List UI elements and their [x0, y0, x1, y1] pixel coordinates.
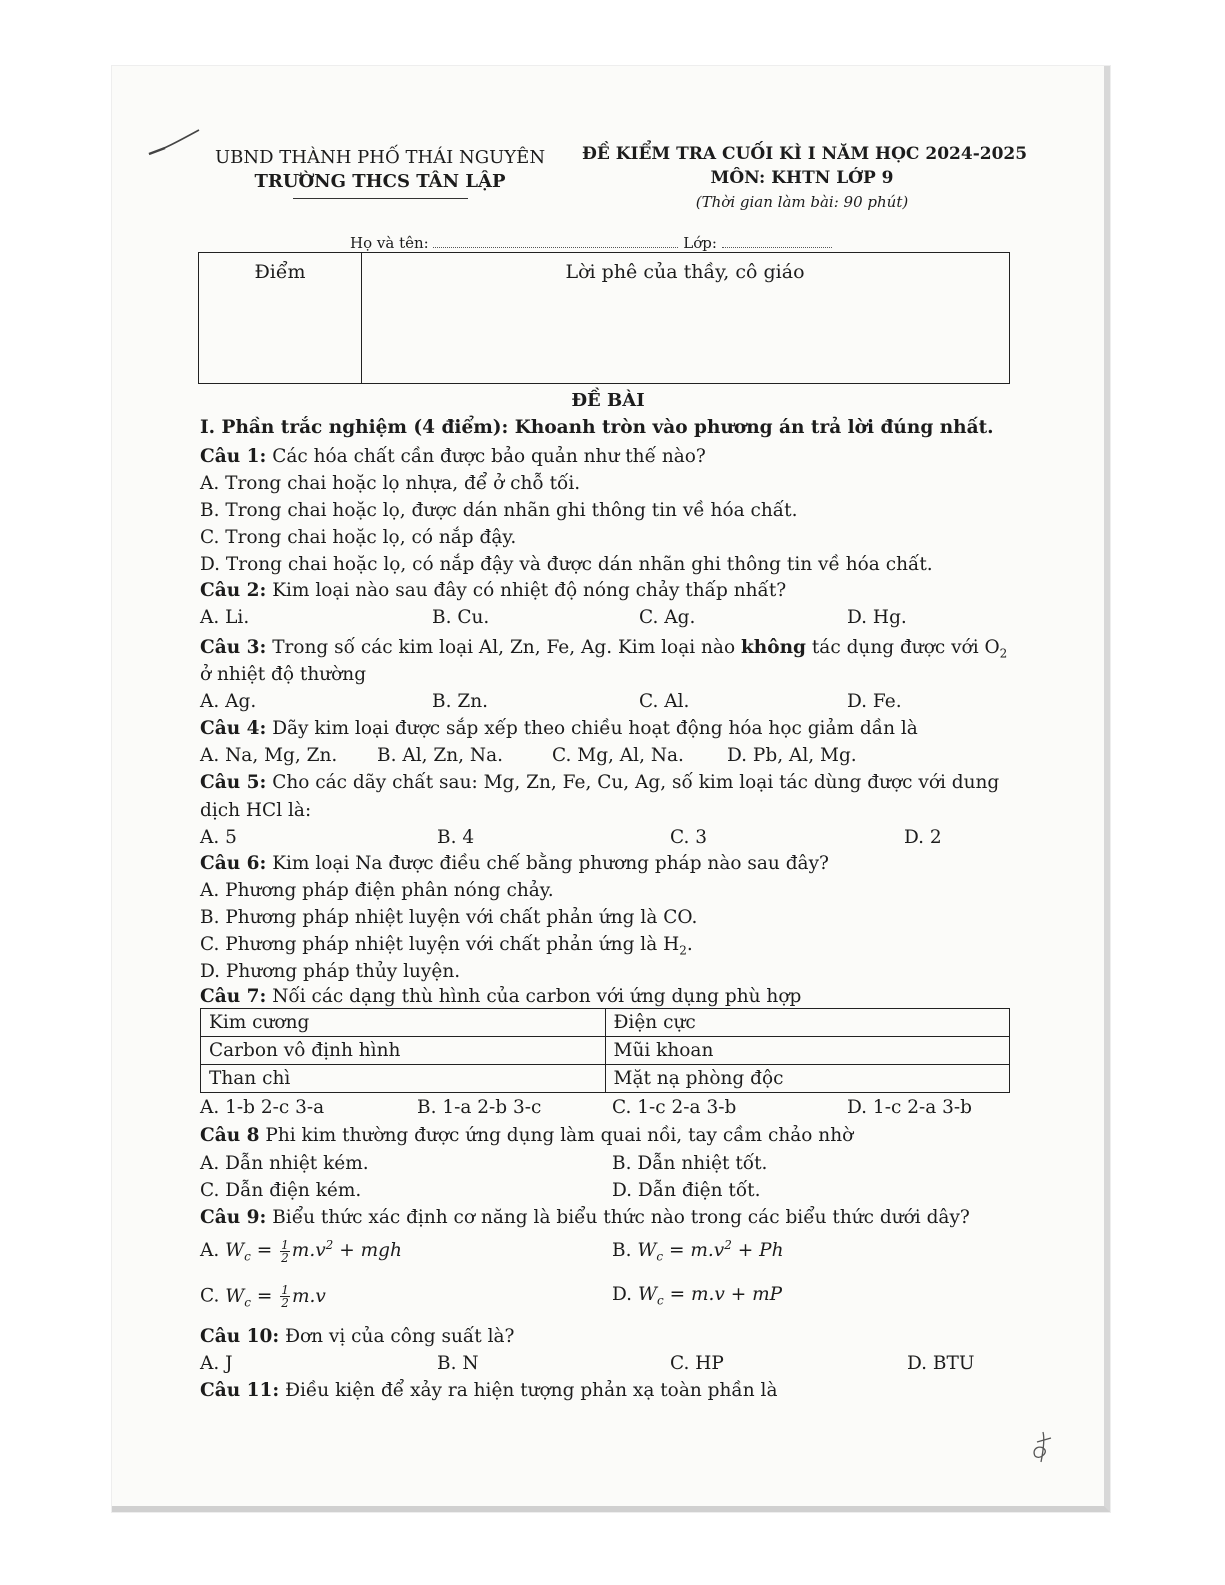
q8-option-a[interactable]: A. Dẫn nhiệt kém.: [200, 1153, 369, 1174]
q5-stem: [200, 772, 999, 793]
exam-subject: MÔN: KHTN LỚP 9: [710, 168, 894, 188]
section1-heading: I. Phần trắc nghiệm (4 điểm): Khoanh tròn vào phương án trả lời đúng nhất.: [200, 417, 994, 438]
q5-option-d[interactable]: D. 2: [904, 827, 942, 848]
q3-option-a[interactable]: A. Ag.: [200, 691, 257, 712]
table-cell: Mặt nạ phòng độc: [605, 1065, 1010, 1093]
class-blank[interactable]: [722, 246, 832, 248]
q4-text: Dãy kim loại được sắp xếp theo chiều hoạt động hóa học giảm dần là: [266, 718, 918, 739]
q3-stem: [200, 637, 1007, 661]
q9-option-b-prefix: B.: [612, 1240, 632, 1262]
q4-option-b[interactable]: B. Al, Zn, Na.: [377, 745, 504, 766]
exam-header: [582, 142, 1028, 214]
q6-label: Câu 6:: [200, 853, 267, 874]
q3-label: Câu 3:: [200, 637, 267, 658]
q8-option-c[interactable]: C. Dẫn điện kém.: [200, 1180, 362, 1201]
q1-option-d[interactable]: D. Trong chai hoặc lọ, có nắp đậy và được dán nhãn ghi thông tin về hóa chất.: [200, 554, 933, 575]
student-info-line: [350, 234, 832, 252]
q11-stem: [200, 1380, 777, 1401]
q5-option-c[interactable]: C. 3: [670, 827, 708, 848]
q8-option-b[interactable]: B. Dẫn nhiệt tốt.: [612, 1153, 768, 1174]
q2-option-d[interactable]: D. Hg.: [847, 607, 907, 628]
score-box: [198, 252, 1010, 384]
fraction-one-half: $\frac{1}{2}$: [281, 1283, 289, 1310]
q10-text: Đơn vị của công suất là?: [279, 1326, 515, 1347]
name-blank[interactable]: [433, 246, 678, 248]
q9-option-d-formula: $W_c = m.v$ + mP: [637, 1284, 783, 1308]
q9-option-a-prefix: A.: [200, 1240, 220, 1262]
header-underline: [293, 198, 468, 199]
q6-option-d[interactable]: D. Phương pháp thủy luyện.: [200, 961, 461, 982]
q1-stem: [200, 446, 706, 467]
q6-option-b[interactable]: B. Phương pháp nhiệt luyện với chất phản ứng là CO.: [200, 907, 698, 928]
q3-text-bold: không: [740, 637, 806, 658]
q4-stem: [200, 718, 918, 739]
q5-stem-line2: dịch HCl là:: [200, 800, 312, 821]
table-cell: Điện cực: [605, 1009, 1010, 1037]
score-label: Điểm: [254, 261, 306, 283]
q4-option-d[interactable]: D. Pb, Al, Mg.: [727, 745, 857, 766]
q9-option-c[interactable]: [200, 1284, 326, 1309]
q8-text: Phi kim thường được ứng dụng làm quai nồi, tay cầm chảo nhờ: [259, 1125, 854, 1146]
table-cell: Kim cương: [201, 1009, 606, 1037]
q2-stem: [200, 580, 786, 601]
q2-label: Câu 2:: [200, 580, 267, 601]
q6-stem: [200, 853, 829, 874]
table-cell: Mũi khoan: [605, 1037, 1010, 1065]
q1-text: Các hóa chất cần được bảo quản như thế nào?: [266, 446, 706, 467]
q9-text: Biểu thức xác định cơ năng là biểu thức nào trong các biểu thức dưới dây?: [266, 1207, 970, 1228]
q7-option-d[interactable]: D. 1-c 2-a 3-b: [847, 1097, 972, 1118]
table-cell: Than chì: [201, 1065, 606, 1093]
q7-stem: [200, 986, 801, 1007]
q2-option-a[interactable]: A. Li.: [200, 607, 250, 628]
q6-option-c[interactable]: [200, 934, 693, 958]
school-name: TRƯỜNG THCS TÂN LẬP: [254, 171, 506, 192]
table-row: [201, 1065, 1010, 1093]
q5-label: Câu 5:: [200, 772, 267, 793]
q7-text: Nối các dạng thù hình của carbon với ứng dụng phù hợp: [266, 986, 802, 1007]
q4-option-a[interactable]: A. Na, Mg, Zn.: [200, 745, 338, 766]
q3-option-d[interactable]: D. Fe.: [847, 691, 902, 712]
q9-option-c-prefix: C.: [200, 1285, 220, 1307]
q3-subscript: 2: [999, 646, 1008, 661]
class-label: Lớp:: [683, 234, 717, 252]
fraction-one-half: $\frac{1}{2}$: [281, 1237, 289, 1265]
q6-option-a[interactable]: A. Phương pháp điện phân nóng chảy.: [200, 880, 554, 901]
q10-option-a[interactable]: A. J: [200, 1353, 233, 1374]
q7-option-b[interactable]: B. 1-a 2-b 3-c: [417, 1097, 542, 1118]
city-committee: UBND THÀNH PHỐ THÁI NGUYÊN: [215, 147, 546, 168]
q1-option-c[interactable]: C. Trong chai hoặc lọ, có nắp đậy.: [200, 527, 517, 548]
q8-stem: [200, 1125, 853, 1146]
q6-text: Kim loại Na được điều chế bằng phương pháp nào sau đây?: [266, 853, 829, 874]
q11-text: Điều kiện để xảy ra hiện tượng phản xạ toàn phần là: [279, 1380, 778, 1401]
q10-option-c[interactable]: C. HP: [670, 1353, 724, 1374]
q9-option-a[interactable]: [200, 1238, 402, 1264]
q4-label: Câu 4:: [200, 718, 267, 739]
q1-option-b[interactable]: B. Trong chai hoặc lọ, được dán nhãn ghi thông tin về hóa chất.: [200, 500, 798, 521]
q6-option-c-subscript: 2: [679, 943, 687, 958]
q7-option-a[interactable]: A. 1-b 2-c 3-a: [200, 1097, 325, 1118]
q9-option-c-formula: $W_c$ = $\frac{1}{2}$ m.v: [225, 1283, 326, 1310]
q9-option-d-prefix: D.: [612, 1284, 633, 1305]
q10-option-b[interactable]: B. N: [437, 1353, 479, 1374]
exam-page: [112, 66, 1110, 1512]
q9-stem: [200, 1207, 970, 1228]
exam-duration: (Thời gian làm bài: 90 phút): [695, 193, 909, 211]
q3-text-pre: Trong số các kim loại Al, Zn, Fe, Ag. Kim loại nào: [266, 637, 741, 658]
q2-option-b[interactable]: B. Cu.: [432, 607, 490, 628]
table-row: [201, 1009, 1010, 1037]
q11-label: Câu 11:: [200, 1380, 280, 1401]
exam-body-title: ĐỀ BÀI: [571, 390, 645, 411]
handwritten-initial-mark: [1027, 1426, 1057, 1466]
q8-option-d[interactable]: D. Dẫn điện tốt.: [612, 1180, 761, 1201]
q2-text: Kim loại nào sau đây có nhiệt độ nóng chảy thấp nhất?: [266, 580, 787, 601]
q7-matching-table: [200, 1008, 1010, 1093]
table-row: [201, 1037, 1010, 1065]
q3-text-post: tác dụng được với O: [805, 637, 1000, 658]
q6-option-c-text: C. Phương pháp nhiệt luyện với chất phản ứng là H: [200, 934, 680, 955]
q2-option-c[interactable]: C. Ag.: [639, 607, 696, 628]
school-header: [215, 146, 545, 199]
q9-option-b-formula: $W_c = m.v^2 + Ph$: [637, 1238, 784, 1264]
q3-option-c[interactable]: C. Al.: [639, 691, 690, 712]
q1-option-a[interactable]: A. Trong chai hoặc lọ nhựa, để ở chỗ tối.: [200, 473, 581, 494]
q5-text: Cho các dãy chất sau: Mg, Zn, Fe, Cu, Ag, số kim loại tác dùng được với dung: [266, 772, 1000, 793]
q3-stem-line2: ở nhiệt độ thường: [200, 664, 367, 685]
comment-label: Lời phê của thầy, cô giáo: [565, 261, 805, 283]
q5-option-b[interactable]: B. 4: [437, 827, 475, 848]
q5-option-a[interactable]: A. 5: [200, 827, 237, 848]
q10-stem: [200, 1326, 514, 1347]
q3-option-b[interactable]: B. Zn.: [432, 691, 489, 712]
q7-label: Câu 7:: [200, 986, 267, 1007]
q1-label: Câu 1:: [200, 446, 267, 467]
q9-option-b[interactable]: [612, 1238, 784, 1264]
q10-label: Câu 10:: [200, 1326, 280, 1347]
q9-option-d[interactable]: [612, 1284, 782, 1308]
pen-stroke-mark: [147, 128, 202, 158]
q7-option-c[interactable]: C. 1-c 2-a 3-b: [612, 1097, 737, 1118]
q10-option-d[interactable]: D. BTU: [907, 1353, 975, 1374]
q6-option-c-end: .: [686, 934, 693, 955]
q8-label: Câu 8: [200, 1125, 260, 1146]
q4-option-c[interactable]: C. Mg, Al, Na.: [552, 745, 684, 766]
exam-title: ĐỀ KIỂM TRA CUỐI KÌ I NĂM HỌC 2024-2025: [582, 144, 1028, 164]
q9-label: Câu 9:: [200, 1207, 267, 1228]
table-cell: Carbon vô định hình: [201, 1037, 606, 1065]
name-label: Họ và tên:: [350, 234, 429, 252]
q9-option-a-formula: $W_c$ = $\frac{1}{2}$ $m.v^2$ + mgh: [225, 1237, 402, 1265]
